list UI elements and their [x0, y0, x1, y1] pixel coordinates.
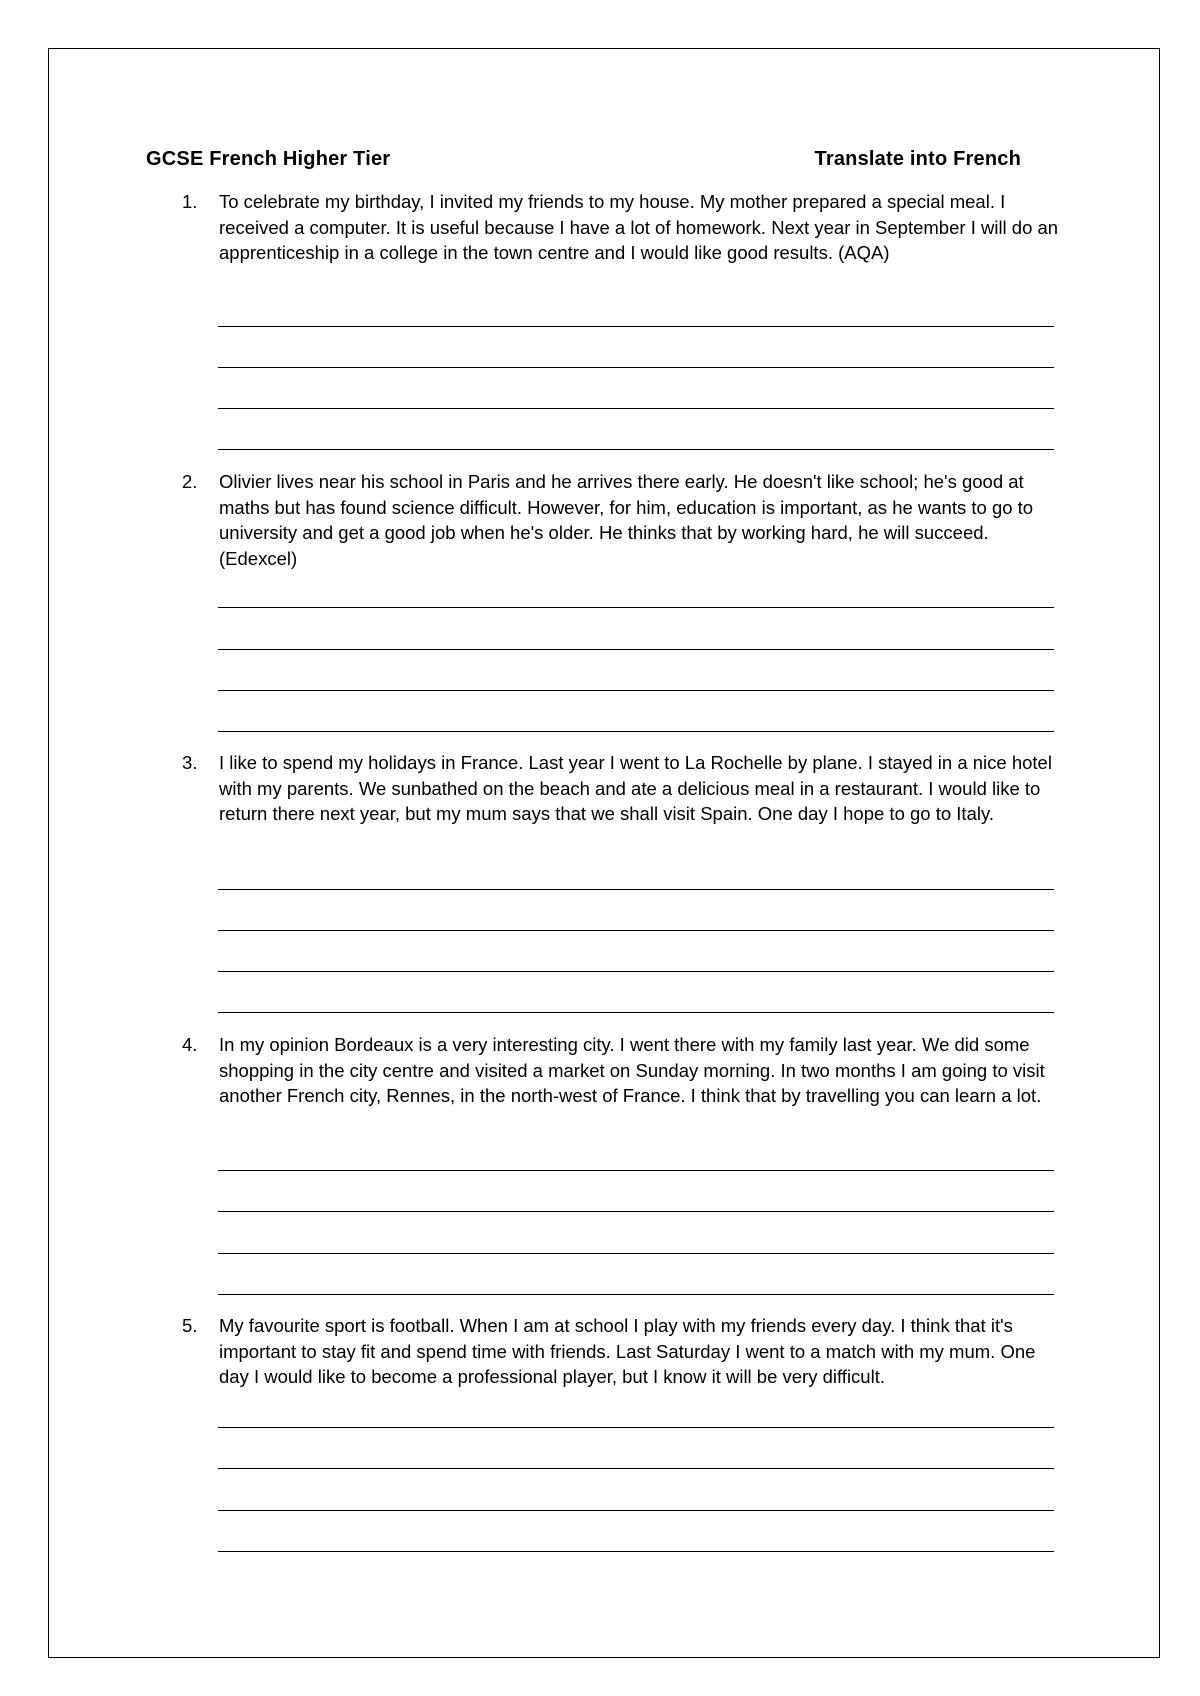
answer-line[interactable] [218, 449, 1054, 450]
worksheet-instruction: Translate into French [814, 148, 1021, 170]
answer-line[interactable] [218, 889, 1054, 890]
answer-line[interactable] [218, 930, 1054, 931]
answer-line[interactable] [218, 690, 1054, 691]
question-number: 3. [182, 752, 198, 773]
answer-line[interactable] [218, 1253, 1054, 1254]
question-number: 4. [182, 1034, 198, 1055]
answer-line[interactable] [218, 326, 1054, 327]
answer-line[interactable] [218, 1170, 1054, 1171]
answer-line[interactable] [218, 731, 1054, 732]
question-number: 1. [182, 191, 198, 212]
question-text: I like to spend my holidays in France. Last year I went to La Rochelle by plane. I stayed in a nice hotel with my parents. We sunbathed on the beach and ate a delicious meal in a restaurant. I would like to return there next year, but my mum says that we shall visit Spain. One day I hope to go to Italy. [219, 752, 1052, 824]
answer-line[interactable] [218, 1427, 1054, 1428]
answer-line[interactable] [218, 649, 1054, 650]
worksheet-title: GCSE French Higher Tier [146, 148, 391, 170]
answer-line[interactable] [218, 1211, 1054, 1212]
page-border [48, 48, 1160, 1658]
question-number: 5. [182, 1315, 198, 1336]
question-text: My favourite sport is football. When I am at school I play with my friends every day. I think that it's important to stay fit and spend time with friends. Last Saturday I went to a match with my mum. One day I would like to become a professional player, but I know it will be very difficult. [219, 1315, 1036, 1387]
question-text: In my opinion Bordeaux is a very interesting city. I went there with my family last year. We did some shopping in the city centre and visited a market on Sunday morning. In two months I am going to visit another French city, Rennes, in the north-west of France. I think that by travelling you can learn a lot. [219, 1034, 1045, 1106]
answer-line[interactable] [218, 1294, 1054, 1295]
question-number: 2. [182, 471, 198, 492]
question-text: To celebrate my birthday, I invited my friends to my house. My mother prepared a special meal. I received a computer. It is useful because I have a lot of homework. Next year in September I will do an apprenticeship in a college in the town centre and I would like good results. (AQA) [219, 191, 1059, 263]
answer-line[interactable] [218, 1468, 1054, 1469]
answer-line[interactable] [218, 1551, 1054, 1552]
answer-line[interactable] [218, 607, 1054, 608]
answer-line[interactable] [218, 408, 1054, 409]
question-text: Olivier lives near his school in Paris and he arrives there early. He doesn't like school; he's good at maths but has found science difficult. However, for him, education is important, as he wants to go to university and get a good job when he's older. He thinks that by working hard, he will succeed. (Edexcel) [219, 471, 1034, 569]
answer-line[interactable] [218, 971, 1054, 972]
answer-line[interactable] [218, 367, 1054, 368]
answer-line[interactable] [218, 1510, 1054, 1511]
answer-line[interactable] [218, 1012, 1054, 1013]
